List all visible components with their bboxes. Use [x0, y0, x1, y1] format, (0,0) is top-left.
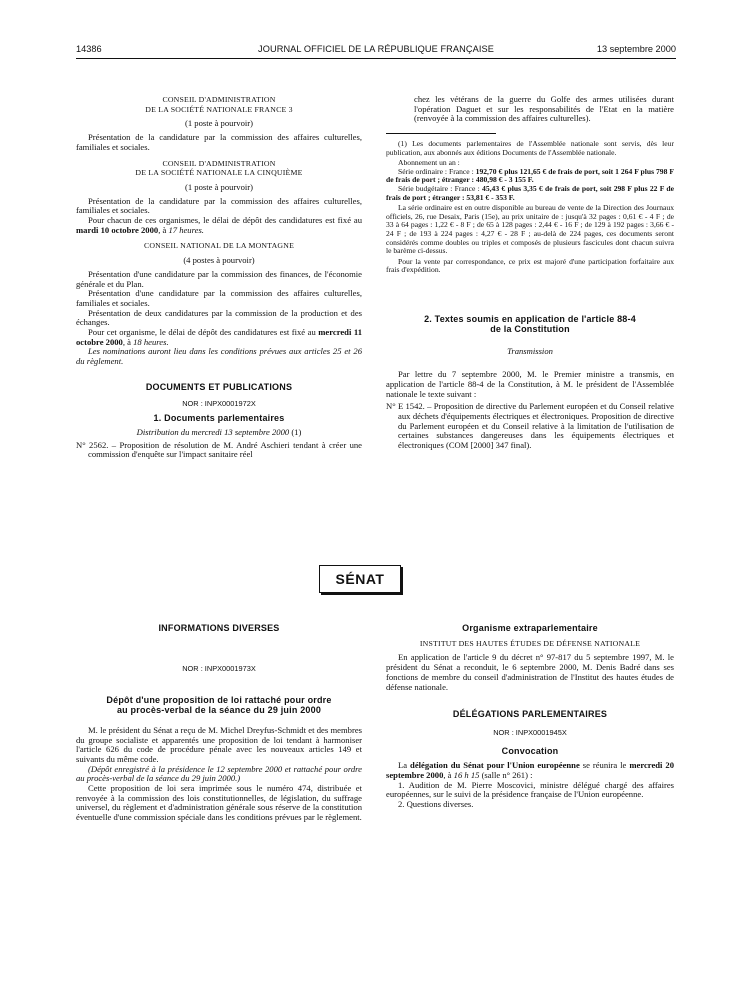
documents-section-title: DOCUMENTS ET PUBLICATIONS: [145, 381, 293, 392]
page-header: [76, 44, 676, 58]
depot-note: (Dépôt enregistré à la présidence le 12 septembre 2000 et rattaché pour ordre au procès-verbal de la séance du 29 juin 2000.): [76, 763, 362, 784]
depot-text-2: Cette proposition de loi sera imprimée sous le numéro 474, distribuée et renvoyée à la commission des lois constitutionnelles, de législation, du suffrage universel, du règlement et d'administration générale sous réserve de la constitution éventuelle d'une commission spéciale dans les conditions prévues par le règlement.: [76, 783, 362, 823]
nominations-note: Les nominations auront lieu dans les conditions prévues aux articles 25 et 26 du règlement.: [76, 346, 362, 367]
senat-banner: SÉNAT: [319, 565, 401, 593]
depot-title: Dépôt d'une proposition de loi rattaché pour ordre au procès-verbal de la séance du 29 juin 2000: [106, 695, 332, 716]
convocation-title: Convocation: [501, 745, 559, 756]
header-rule: [76, 58, 676, 59]
serie-tarifs: La série ordinaire est en outre disponible au bureau de vente de la Direction des Journaux officiels, 26, rue Desaix, Paris (15e), au prix unitaire de : jusqu'à 32 pages : 0,61 € - 4 F ; de 33 à 64 pages : 1,22 € - 8 F ; de 65 à 128 pages : 2,44 € - 16 F ; de 129 à 192 pages : 3,66 € - 24 F ; de 193 à 224 pages : 4,27 € - 28 F ; au-delà de 224 pages, ces documents seront considérés comme doubles ou triples et composés de plusieurs fascicules dont chacun suivra le barème ci-dessus.: [386, 203, 674, 256]
cinquieme-text: Présentation de la candidature par la commission des affaires culturelles, familiales et sociales.: [76, 195, 362, 216]
textes-section-title: 2. Textes soumis en application de l'article 88-4 de la Constitution: [424, 314, 636, 334]
journal-title: JOURNAL OFFICIEL DE LA RÉPUBLIQUE FRANÇAISE: [258, 44, 494, 54]
montagne-title: CONSEIL NATIONAL DE LA MONTAGNE: [143, 241, 295, 251]
convocation-text: La délégation du Sénat pour l'Union européenne se réunira le mercredi 20 septembre 2000, à 16 h 15 (salle n° 261) :: [386, 760, 674, 781]
france3-title: CONSEIL D'ADMINISTRATION DE LA SOCIÉTÉ NATIONALE FRANCE 3: [145, 95, 293, 114]
delegations-title: DÉLÉGATIONS PARLEMENTAIRES: [452, 709, 608, 720]
transmission-letter: Par lettre du 7 septembre 2000, M. le Premier ministre a transmis, en application de l'article 88-4 de la Constitution, à M. le président de l'Assemblée nationale le texte suivant :: [386, 369, 674, 399]
informations-nor: NOR : INPX0001973X: [182, 663, 256, 673]
document-item-2562: N° 2562. – Proposition de résolution de M. André Aschieri tendant à créer une commission d'enquête sur l'impact sanitaire réel: [76, 439, 362, 460]
france3-text: Présentation de la candidature par la commission des affaires culturelles, familiales et sociales.: [76, 132, 362, 152]
abonnement-label: Abonnement un an :: [398, 158, 460, 168]
documents-nor: NOR : INPX0001972X: [182, 398, 256, 408]
right-bottom-column: [386, 624, 674, 810]
left-top-column: [76, 95, 362, 460]
serie-budgetaire: Série budgétaire : France : 45,43 € plus 3,35 € de frais de port, soit 298 F plus 22 F de frais de port ; étranger : 53,81 € - 353 F.: [386, 184, 674, 202]
cinquieme-title: CONSEIL D'ADMINISTRATION DE LA SOCIÉTÉ NATIONALE LA CINQUIÈME: [135, 158, 303, 178]
page-number: 14386: [76, 44, 102, 54]
transmission-subtitle: Transmission: [507, 346, 553, 357]
footnote-1: (1) Les documents parlementaires de l'Assemblée nationale sont servis, dès leur publication, aux abonnés aux éditions Documents de l'Assemblée nationale.: [386, 139, 674, 157]
organisme-title: Organisme extraparlementaire: [462, 623, 598, 633]
convocation-item-2: 2. Questions diverses.: [398, 799, 474, 810]
montagne-text-2: Présentation d'une candidature par la commission des affaires culturelles, familiales et sociales.: [76, 288, 362, 308]
informations-section-title: INFORMATIONS DIVERSES: [158, 623, 280, 633]
convocation-item-1: 1. Audition de M. Pierre Moscovici, ministre délégué chargé des affaires européennes, sur le suivi de la présidence française de l'Union européenne.: [386, 779, 674, 800]
texte-item-e1542: N° E 1542. – Proposition de directive du Parlement européen et du Conseil relative aux déchets d'équipements électriques et électroniques. Proposition de directive du Parlement européen et du Conseil relative à la limitation de l'utilisation de certaines substances dangereuses dans les équipements électriques et électroniques (COM [2000] 347 final).: [386, 401, 674, 451]
france3-poste: (1 poste à pourvoir): [184, 118, 254, 129]
issue-date: 13 septembre 2000: [596, 44, 676, 54]
documents-distribution: Distribution du mercredi 13 septembre 2000 (1): [136, 426, 302, 437]
montagne-postes: (4 postes à pourvoir): [183, 255, 255, 266]
delai-1: Pour chacun de ces organismes, le délai de dépôt des candidatures est fixé au mardi 10 octobre 2000, à 17 heures.: [76, 215, 362, 235]
right-top-column: [386, 95, 674, 451]
delegations-nor: NOR : INPX0001945X: [493, 727, 567, 737]
documents-subtitle: 1. Documents parlementaires: [153, 413, 285, 424]
ihedn-title: INSTITUT DES HAUTES ÉTUDES DE DÉFENSE NATIONALE: [419, 638, 641, 648]
montagne-text-3: Présentation de deux candidatures par la commission de la production et des échanges.: [76, 307, 362, 328]
left-bottom-column: [76, 624, 362, 823]
serie-ordinaire: Série ordinaire : France : 192,70 € plus 121,65 € de frais de port, soit 1 264 F plus 798 F de frais de port ; étranger : 480,98 € - 3 155 F.: [386, 166, 674, 185]
footnote-rule: [386, 133, 496, 134]
cinquieme-poste: (1 poste à pourvoir): [184, 181, 254, 192]
depot-text: M. le président du Sénat a reçu de M. Michel Dreyfus-Schmidt et des membres du groupe socialiste et apparentés une proposition de loi tendant à harmoniser l'article 626 du code de procédure pénale avec les nouveaux articles 149 et suivants du même code.: [76, 724, 362, 764]
vente-correspondance: Pour la vente par correspondance, ce prix est majoré d'une participation forfaitaire aux frais d'expédition.: [386, 256, 674, 275]
ihedn-text: En application de l'article 9 du décret n° 97-817 du 5 septembre 1997, M. le président du Sénat a reconduit, le 6 septembre 2000, M. Denis Badré dans ses fonctions de membre du conseil d'administration de l'Institut des hautes études de défense nationale.: [386, 652, 674, 692]
montagne-text-1: Présentation d'une candidature par la commission des finances, de l'économie générale et du Plan.: [76, 268, 362, 289]
document-item-continuation: chez les vétérans de la guerre du Golfe des armes utilisées durant l'opération Daguet et sur les responsabilités de l'Etat en la matière (renvoyée à la commission des affaires culturelles).: [414, 94, 674, 124]
delai-2: Pour cet organisme, le délai de dépôt des candidatures est fixé au mercredi 11 octobre 2000, à 18 heures.: [76, 327, 362, 347]
